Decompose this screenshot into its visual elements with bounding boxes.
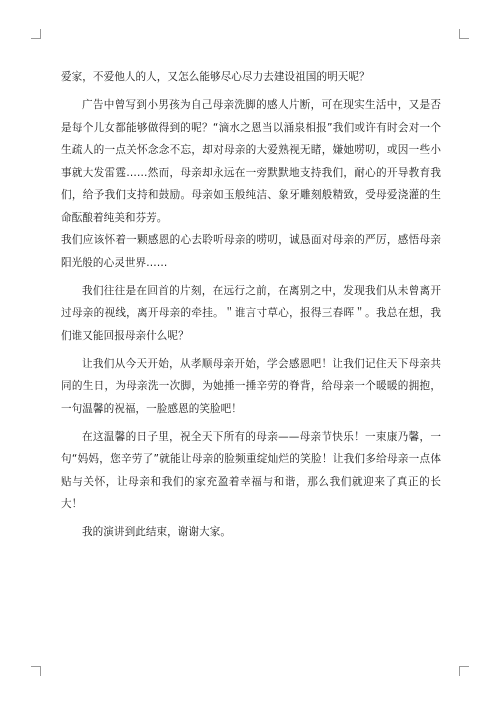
paragraph: 我们应该怀着一颗感恩的心去聆听母亲的唠叨，诚恳面对母亲的严厉，感悟母亲阳光般的心灵世界…… (61, 234, 441, 269)
crop-mark-top-left (31, 29, 41, 39)
crop-mark-top-right (459, 29, 469, 39)
paragraph: 我的演讲到此结束，谢谢大家。 (82, 526, 232, 538)
paragraph: 我们往往是在回首的片刻，在远行之前，在离别之中，发现我们从未曾离开过母亲的视线，离开母亲的牵挂。＂谁言寸草心，报得三春晖＂。我总在想，我们谁又能回报母亲什么呢？ (61, 284, 441, 342)
paragraph: 爱家，不爱他人的人，又怎么能够尽心尽力去建设祖国的明天呢？ (61, 71, 370, 83)
paragraph: 广告中曾写到小男孩为自己母亲洗脚的感人片断，可在现实生活中，又是否是每个儿女都能够做得到的呢？“滴水之恩当以涌泉相报”我们或许有时会对一个生疏人的一点关怀念念不忘，却对母亲的大爱熟视无睹，嫌她唠叨，或因一些小事就大发雷霆……然而，母亲却永远在一旁默默地支持我们，耐心的开导教育我们，给予我们支持和鼓励。母亲如玉般纯洁、象牙雕刻般精致，受母爱浇灌的生命酝酿着纯美和芬芳。 (61, 99, 441, 224)
paragraph: 在这温馨的日子里，祝全天下所有的母亲——母亲节快乐！一束康乃馨，一句“妈妈，您辛劳了”就能让母亲的脸频重绽灿烂的笑脸！让我们多给母亲一点体贴与关怀，让母亲和我们的家充盈着幸福与和谐，那么我们就迎来了真正的长大！ (61, 430, 441, 510)
paragraph: 让我们从今天开始，从孝顺母亲开始，学会感恩吧！让我们记住天下母亲共同的生日，为母亲洗一次脚，为她捶一捶辛劳的脊背，给母亲一个暖暖的拥抱，一句温馨的祝福，一脸感恩的笑脸吧！ (61, 357, 441, 415)
document-body (61, 66, 441, 544)
crop-mark-bottom-left (31, 666, 41, 676)
crop-mark-bottom-right (459, 666, 469, 676)
